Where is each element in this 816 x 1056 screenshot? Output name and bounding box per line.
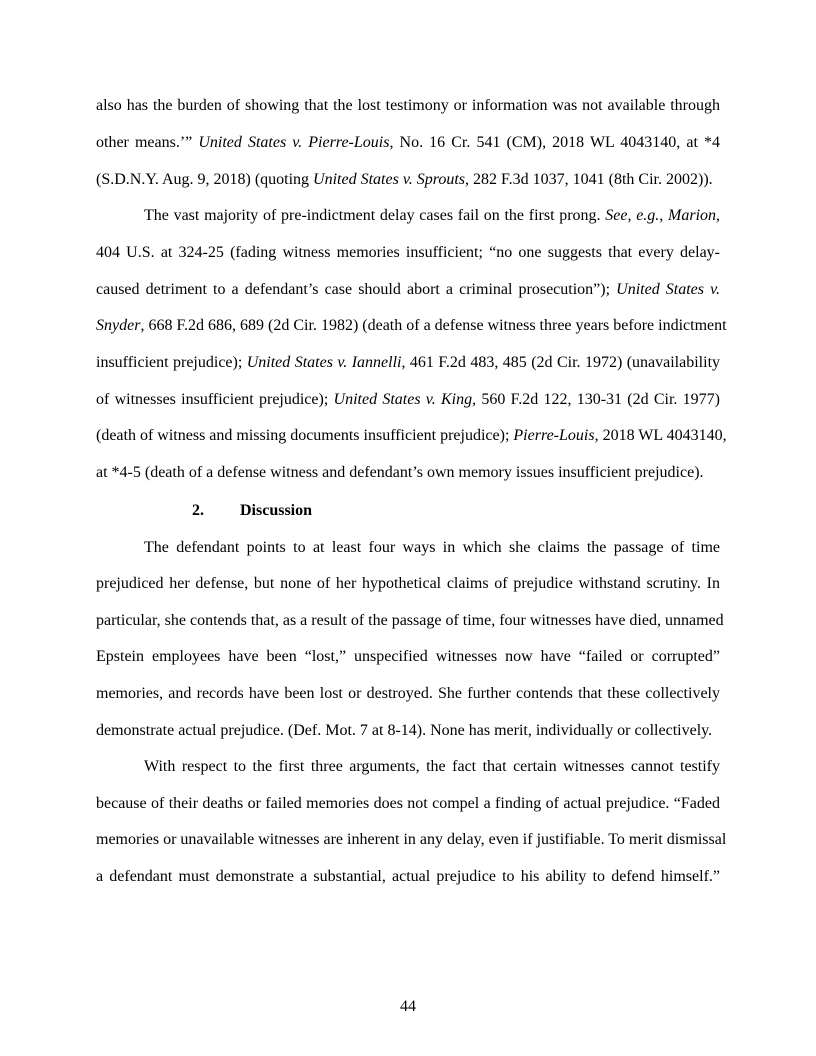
text-run: insufficient prejudice); [96,354,247,371]
case-name: United States v. [616,281,720,298]
case-name: Snyder [96,317,141,334]
text-line [96,96,720,116]
text-line [96,867,720,887]
text-line [96,684,720,704]
text-run: The defendant points to at least four ways in which she claims the passage of time [144,539,720,556]
text-run: , [659,207,669,224]
text-run: of witnesses insufficient prejudice); [96,391,334,408]
text-run: With respect to the first three arguments, the fact that certain witnesses cannot testify [144,758,720,775]
text-run: , 668 F.2d 686, 689 (2d Cir. 1982) (death of a defense witness three years before indictment [140,317,727,334]
text-run: , 282 F.3d 1037, 1041 (8th Cir. 2002)). [465,171,713,188]
text-run: , 560 F.2d 122, 130-31 (2d Cir. 1977) [472,391,720,408]
text-run: caused detriment to a defendant’s case should abort a criminal prosecution”); [96,281,617,298]
text-line [96,794,720,814]
section-title: Discussion [240,502,313,519]
text-line [96,170,720,190]
text-run: also has the burden of showing that the lost testimony or information was not available through [96,97,720,114]
text-line [96,463,720,483]
text-line [96,426,727,446]
page-number: 44 [400,998,416,1015]
text-line [96,390,720,410]
text-run: (death of witness and missing documents insufficient prejudice); [96,427,514,444]
text-line [96,280,720,300]
text-run: particular, she contends that, as a result of the passage of time, four witnesses have died, unnamed [96,612,724,629]
case-name: Pierre-Louis [513,427,595,444]
text-run: , 461 F.2d 483, 485 (2d Cir. 1972) (unavailability [401,354,721,371]
text-run: , 2018 WL 4043140, [594,427,727,444]
text-run: , No. 16 Cr. 541 (CM), 2018 WL 4043140, at *4 [389,134,721,151]
text-run: demonstrate actual prejudice. (Def. Mot. 7 at 8-14). None has merit, individually or collectively. [96,722,713,739]
text-run: at *4-5 (death of a defense witness and defendant’s own memory issues insufficient prejudice). [96,464,704,481]
text-run: , [716,207,721,224]
text-line [144,206,720,226]
text-line [96,243,720,263]
text-line [96,647,720,667]
section-number: 2. [192,502,204,519]
text-line [96,316,727,336]
text-line [96,353,720,373]
text-line [96,830,727,850]
case-name: See, e.g. [605,207,660,224]
text-run: prejudiced her defense, but none of her hypothetical claims of prejudice withstand scrutiny. In [96,575,720,592]
text-run: other means.’” [96,134,199,151]
case-name: United States v. Iannelli [246,354,402,371]
text-run: a defendant must demonstrate a substantial, actual prejudice to his ability to defend himself.” [96,868,720,885]
text-run: memories, and records have been lost or destroyed. She further contends that these collectively [96,685,720,702]
text-line [144,757,720,777]
case-name: United States v. King [333,391,473,408]
text-run: Epstein employees have been “lost,” unspecified witnesses now have “failed or corrupted” [96,648,720,665]
text-run: (S.D.N.Y. Aug. 9, 2018) (quoting [96,171,314,188]
case-name: United States v. Pierre-Louis [198,134,390,151]
text-run: because of their deaths or failed memories does not compel a finding of actual prejudice. “Faded [96,795,720,812]
text-line [96,721,720,741]
text-line [96,611,724,631]
text-run: The vast majority of pre-indictment delay cases fail on the first prong. [144,207,606,224]
text-run: memories or unavailable witnesses are inherent in any delay, even if justifiable. To merit dismissal [96,831,727,848]
text-run: 404 U.S. at 324-25 (fading witness memories insufficient; “no one suggests that every delay- [96,244,720,261]
text-line [96,133,720,153]
case-name: United States v. Sprouts [313,171,466,188]
section-heading [192,501,312,521]
text-line [96,574,720,594]
case-name: Marion [668,207,717,224]
text-line [144,538,720,558]
